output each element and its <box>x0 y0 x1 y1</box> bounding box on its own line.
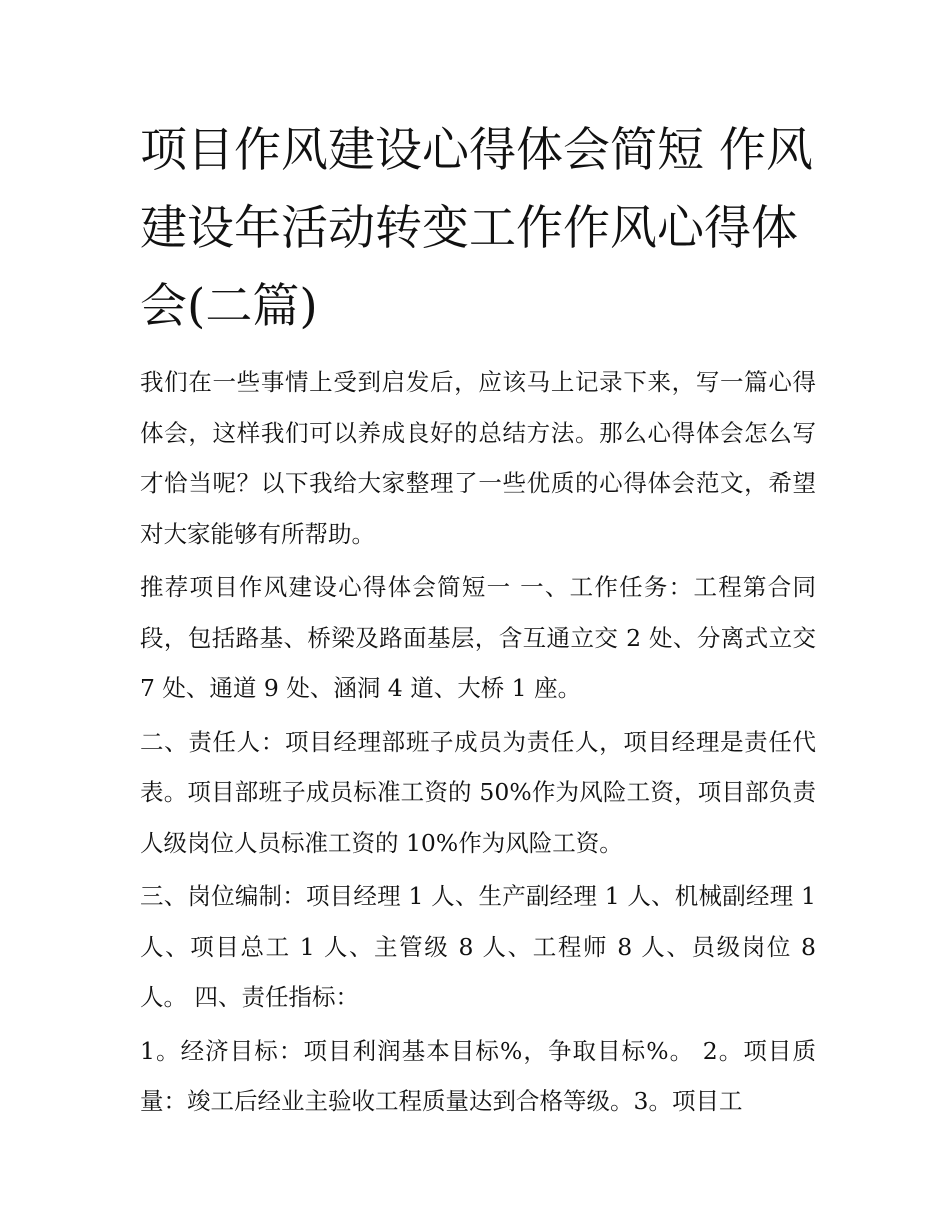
document-page <box>140 112 816 1130</box>
body-paragraph-targets: 1。经济目标：项目利润基本目标%，争取目标%。 2。项目质量：竣工后经业主验收工程质量达到合格等级。3。项目工 <box>140 1036 816 1115</box>
body-paragraph-staffing: 三、岗位编制：项目经理 1 人、生产副经理 1 人、机械副经理 1 人、项目总工 1 人、主管级 8 人、工程师 8 人、员级岗位 8 人。 四、责任指标： <box>140 882 816 1011</box>
document-title: 项目作风建设心得体会简短 作风建设年活动转变工作作风心得体会(二篇) <box>140 123 813 334</box>
body-paragraph-intro: 我们在一些事情上受到启发后，应该马上记录下来，写一篇心得体会，这样我们可以养成良好的总结方法。那么心得体会怎么写才恰当呢？以下我给大家整理了一些优质的心得体会范文，希望对大家能够有所帮助。 <box>140 368 816 548</box>
body-paragraph-work-task: 推荐项目作风建设心得体会简短一 一、工作任务：工程第合同段，包括路基、桥梁及路面基层，含互通立交 2 处、分离式立交 7 处、通道 9 处、涵洞 4 道、大桥 1 座。 <box>140 573 816 702</box>
body-paragraph-responsible-person: 二、责任人：项目经理部班子成员为责任人，项目经理是责任代表。项目部班子成员标准工资的 50%作为风险工资，项目部负责人级岗位人员标准工资的 10%作为风险工资。 <box>140 727 816 857</box>
